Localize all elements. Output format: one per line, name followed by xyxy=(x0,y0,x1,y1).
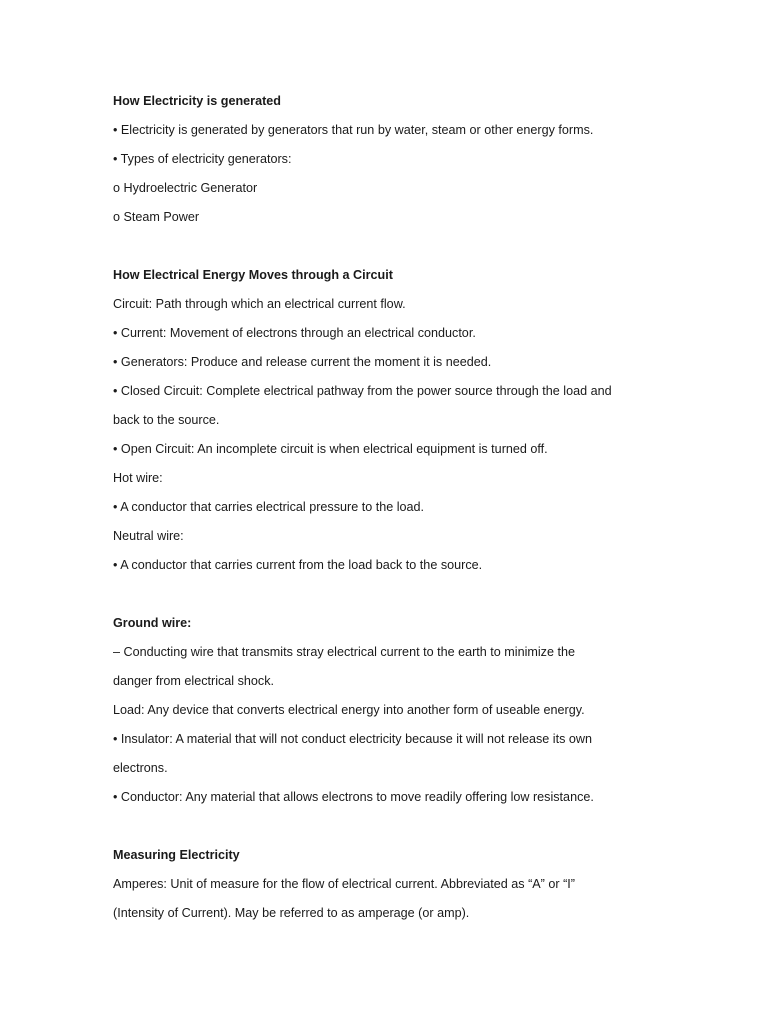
paragraph-line: • Generators: Produce and release current the moment it is needed. xyxy=(113,355,492,369)
section-spacer xyxy=(113,580,653,609)
section-heading-ground-wire: Ground wire: xyxy=(113,616,192,630)
section-spacer xyxy=(113,812,653,841)
paragraph-line: back to the source. xyxy=(113,413,220,427)
paragraph-line: – Conducting wire that transmits stray electrical current to the earth to minimize the xyxy=(113,645,575,659)
paragraph-line: • Closed Circuit: Complete electrical pathway from the power source through the load and xyxy=(113,384,612,398)
section-spacer xyxy=(113,232,653,261)
paragraph-line: Amperes: Unit of measure for the flow of electrical current. Abbreviated as “A” or “I” xyxy=(113,877,575,891)
paragraph-line: o Steam Power xyxy=(113,210,200,224)
paragraph-line: electrons. xyxy=(113,761,168,775)
paragraph-line: • Insulator: A material that will not conduct electricity because it will not release its own xyxy=(113,732,592,746)
paragraph-line: Circuit: Path through which an electrical current flow. xyxy=(113,297,406,311)
paragraph-line: danger from electrical shock. xyxy=(113,674,274,688)
section-heading-circuit: How Electrical Energy Moves through a Circuit xyxy=(113,268,393,282)
paragraph-line: • Types of electricity generators: xyxy=(113,152,292,166)
paragraph-line: Hot wire: xyxy=(113,471,163,485)
paragraph-line: Load: Any device that converts electrical energy into another form of useable energy. xyxy=(113,703,585,717)
paragraph-line: • Open Circuit: An incomplete circuit is when electrical equipment is turned off. xyxy=(113,442,548,456)
paragraph-line: (Intensity of Current). May be referred to as amperage (or amp). xyxy=(113,906,470,920)
paragraph-line: • Electricity is generated by generators that run by water, steam or other energy forms. xyxy=(113,123,594,137)
paragraph-line: • A conductor that carries current from the load back to the source. xyxy=(113,558,483,572)
document-page xyxy=(113,87,653,928)
paragraph-line: • Current: Movement of electrons through an electrical conductor. xyxy=(113,326,476,340)
section-heading-electricity-generated: How Electricity is generated xyxy=(113,94,281,108)
paragraph-line: o Hydroelectric Generator xyxy=(113,181,258,195)
paragraph-line: • Conductor: Any material that allows electrons to move readily offering low resistance. xyxy=(113,790,594,804)
section-heading-measuring: Measuring Electricity xyxy=(113,848,240,862)
paragraph-line: Neutral wire: xyxy=(113,529,184,543)
paragraph-line: • A conductor that carries electrical pressure to the load. xyxy=(113,500,425,514)
